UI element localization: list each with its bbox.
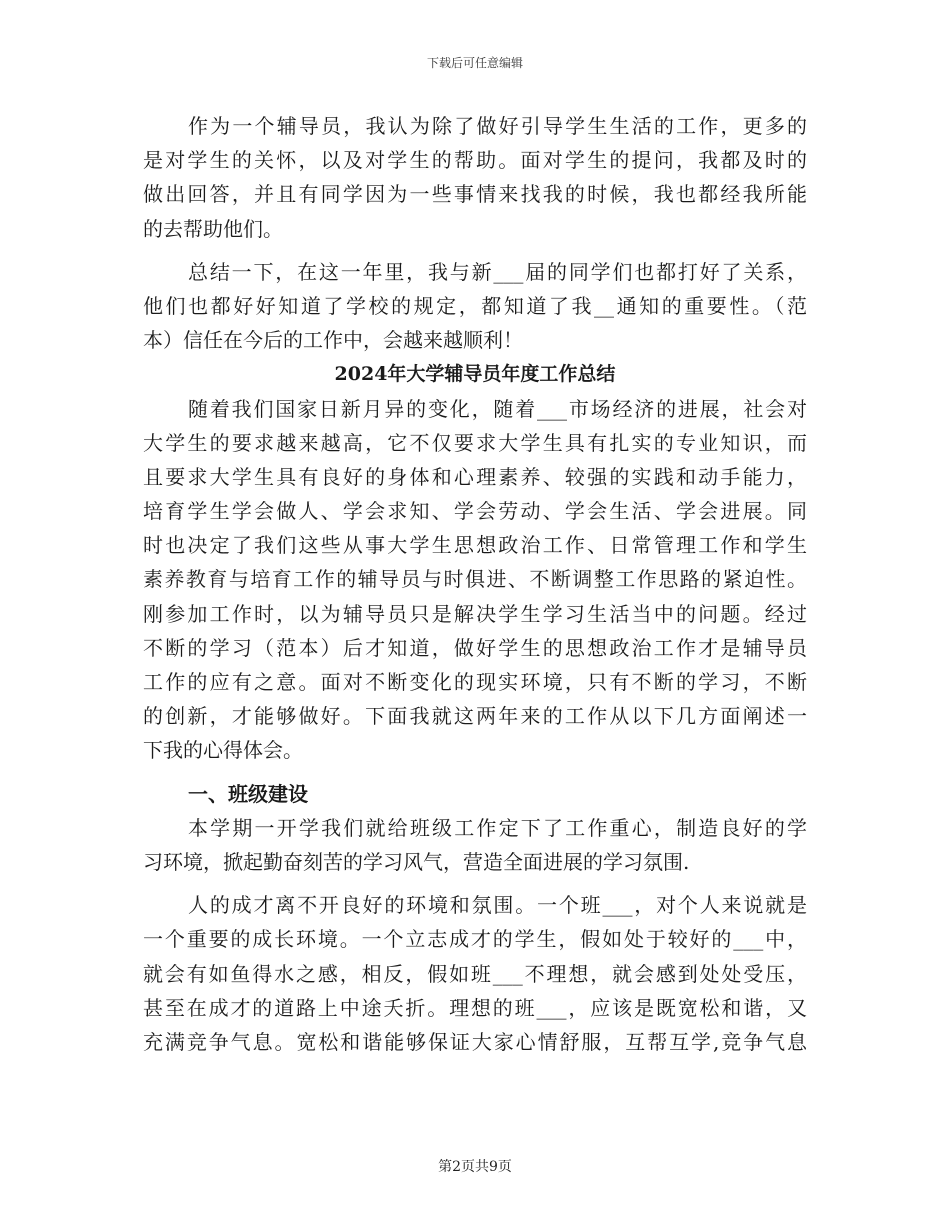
text-line: 充满竞争气息。宽松和谐能够保证大家心情舒服，互帮互学,竞争气息 — [143, 1029, 807, 1054]
paragraph — [143, 109, 807, 246]
text-line: 随着我们国家日新月异的变化，随着___市场经济的进展，社会对 — [188, 396, 807, 421]
text-line: 的去帮助他们。 — [143, 216, 283, 241]
text-line: 时也决定了我们这些从事大学生思想政治工作、日常管理工作和学生 — [143, 533, 807, 558]
text-line: 刚参加工作时，以为辅导员只是解决学生学习生活当中的问题。经过 — [143, 601, 807, 626]
text-line: 培育学生学会做人、学会求知、学会劳动、学会生活、学会进展。同 — [143, 499, 807, 524]
paragraph — [143, 888, 807, 1059]
text-line: 本）信任在今后的工作中，会越来越顺利！ — [143, 328, 523, 353]
text-line: 的创新，才能够做好。下面我就这两年来的工作从以下几方面阐述一 — [143, 704, 807, 729]
text-line: 人的成才离不开良好的环境和氛围。一个班___，对个人来说就是 — [188, 893, 807, 918]
text-line: 他们也都好好知道了学校的规定，都知道了我__通知的重要性。（范 — [143, 293, 807, 318]
text-line: 作为一个辅导员，我认为除了做好引导学生生活的工作，更多的 — [188, 114, 807, 138]
text-line: 甚至在成才的道路上中途夭折。理想的班___，应该是既宽松和谐，又 — [143, 995, 807, 1020]
text-line: 总结一下，在这一年里，我与新___届的同学们也都打好了关系， — [188, 259, 807, 284]
text-line: 做出回答，并且有同学因为一些事情来找我的时候，我也都经我所能 — [143, 182, 807, 207]
paragraph — [143, 255, 807, 358]
text-line: 本学期一开学我们就给班级工作定下了工作重心，制造良好的学 — [188, 815, 807, 840]
text-line: 就会有如鱼得水之感，相反，假如班___不理想，就会感到处处受压， — [143, 961, 807, 986]
page-number: 第2页共9页 — [438, 1159, 512, 1175]
text-line: 下我的心得体会。 — [143, 738, 303, 763]
text-line: 且要求大学生具有良好的身体和心理素养、较强的实践和动手能力， — [143, 464, 807, 489]
text-line: 习环境，掀起勤奋刻苦的学习风气，营造全面进展的学习氛围. — [143, 849, 690, 874]
text-line: 是对学生的关怀，以及对学生的帮助。面对学生的提问，我都及时的 — [143, 148, 807, 173]
text-line: 大学生的要求越来越高，它不仅要求大学生具有扎实的专业知识，而 — [143, 430, 807, 455]
document-body — [143, 109, 807, 1059]
text-line: 一个重要的成长环境。一个立志成才的学生，假如处于较好的___中， — [143, 927, 807, 952]
paragraph — [143, 811, 807, 879]
page-header: 下载后可任意编辑 — [426, 56, 523, 70]
text-line: 工作的应有之意。面对不断变化的现实环境，只有不断的学习，不断 — [143, 670, 807, 694]
text-line: 不断的学习（范本）后才知道，做好学生的思想政治工作才是辅导员 — [143, 635, 807, 660]
section-heading: 一、班级建设 — [188, 781, 308, 806]
text-line: 素养教育与培育工作的辅导员与时俱进、不断调整工作思路的紧迫性。 — [143, 567, 807, 592]
paragraph — [143, 392, 807, 768]
document-title: 2024年大学辅导员年度工作总结 — [334, 363, 616, 386]
